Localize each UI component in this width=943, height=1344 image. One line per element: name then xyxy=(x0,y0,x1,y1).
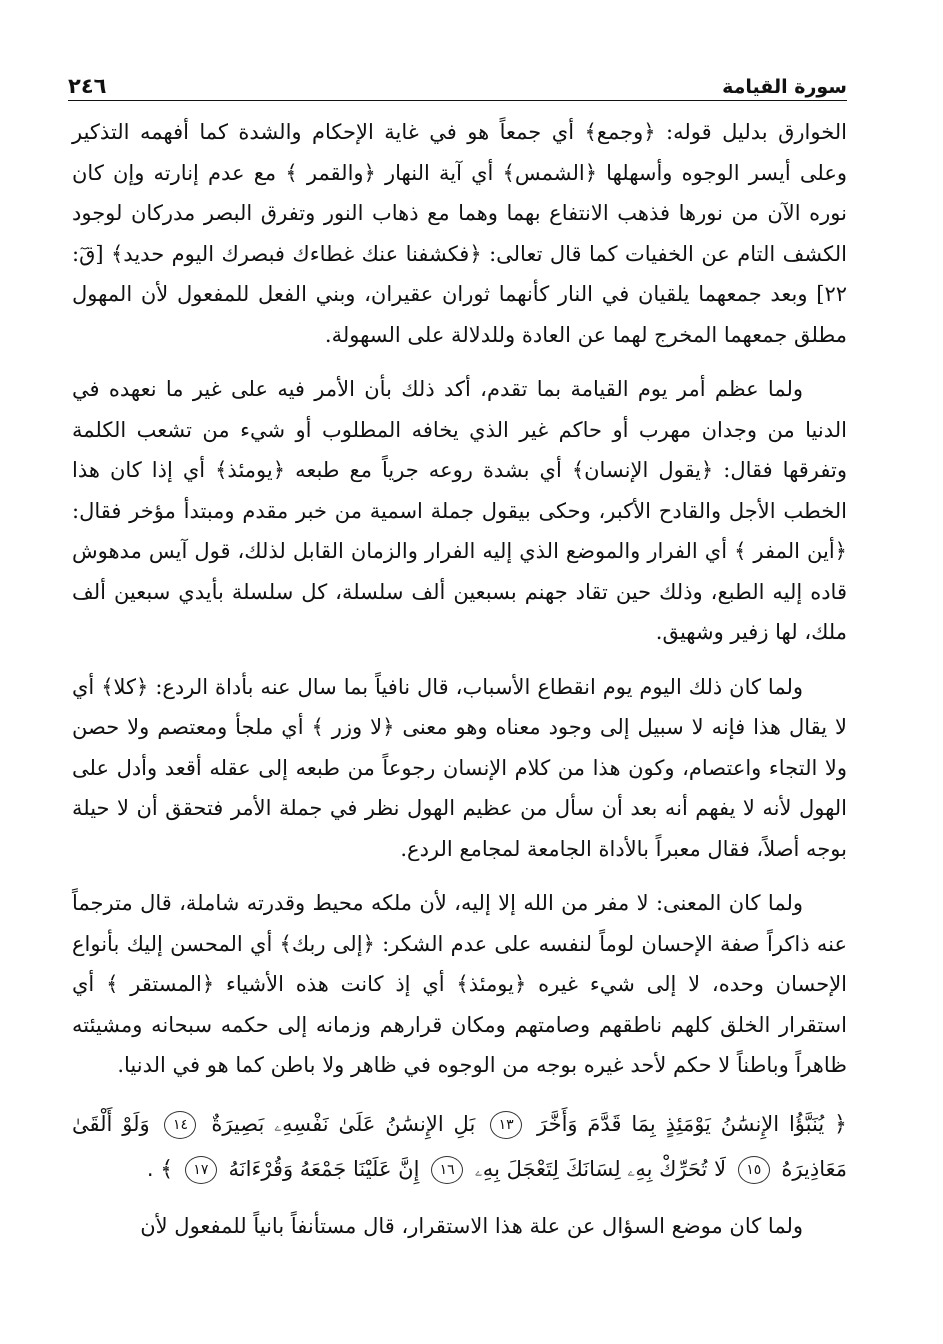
page-header xyxy=(68,62,847,98)
verse-text: لَا تُحَرِّكْ بِهِۦ لِسَانَكَ لِتَعْجَلَ بِهِۦ xyxy=(474,1156,727,1181)
verse-number-marker: ١٥ xyxy=(738,1156,770,1184)
paragraph-5: ولما كان موضع السؤال عن علة هذا الاستقرار، قال مستأنفاً بانياً للمفعول لأن xyxy=(140,1213,803,1238)
verse-close-bracket: ﴾ xyxy=(160,1156,174,1182)
verse-text: وَلَوْ أَلْقَىٰ مَعَاذِيرَهُ xyxy=(72,1111,847,1181)
verse-text: إِنَّ عَلَيْنَا جَمْعَهُ وَقُرْءَانَهُ xyxy=(228,1156,420,1181)
verse-open-bracket: ﴿ xyxy=(834,1111,847,1137)
header-divider xyxy=(68,100,847,101)
verse-number-marker: ١٦ xyxy=(431,1156,463,1184)
verse-number-marker: ١٧ xyxy=(185,1156,217,1184)
verse-text: يُنَبَّؤُا الإِنسَٰنُ يَوْمَئِذٍ بِمَا قَدَّمَ وَأَخَّرَ xyxy=(537,1111,825,1136)
surah-title: سورة القيامة xyxy=(722,76,847,98)
paragraph-2: ولما عظم أمر يوم القيامة بما تقدم، أكد ذلك بأن الأمر فيه على غير ما نعهده في الدنيا من وجدان مهرب أو حاكم غير الذي يخافه المطلوب أو شيء من تشعب الكلمة وتفرقها فقال: ﴿يقول الإنسان﴾ أي بشدة روعه جرياً مع طبعه ﴿يومئذ﴾ أي إذا كان هذا الخطب الأجل والقادح الأكبر، وحكى بيقول جملة اسمية من خبر مقدم ومبتدأ مؤخر فقال: ﴿أين المفر ﴾ أي الفرار والموضع الذي إليه الفرار والزمان القابل لذلك، قول آيس مدهوش قاده إليه الطبع، وذلك حين تقاد جهنم بسبعين ألف سلسلة، كل سلسلة بأيدي سبعين ألف ملك، لها زفير وشهيق. xyxy=(72,377,847,644)
verse-number-marker: ١٣ xyxy=(490,1111,522,1139)
paragraph-1: الخوارق بدليل قوله: ﴿وجمع﴾ أي جمعاً هو في غاية الإحكام والشدة كما أفهمه التذكير وعلى أيسر الوجوه وأسهلها ﴿الشمس﴾ أي آية النهار ﴿والقمر ﴾ مع عدم إنارته وإن كان نوره الآن من نورها فذهب الانتفاع بهما وهما مع ذهاب النور وتفرق البصر مدركان لوجود الكشف التام عن الخفيات كما قال تعالى: ﴿فكشفنا عنك غطاءك فبصرك اليوم حديد﴾ [قٓ: ٢٢] وبعد جمعهما يلقيان في النار كأنهما ثوران عقيران، وبني الفعل للمفعول لأن المهول مطلق جمعهما المخرج لهما عن العادة وللدلالة على السهولة. xyxy=(72,120,847,347)
paragraph-3: ولما كان ذلك اليوم يوم انقطاع الأسباب، قال نافياً بما سال عنه بأداة الردع: ﴿كلا﴾ أي لا يقال هذا فإنه لا سبيل إلى وجود معناه وهو معنى ﴿لا وزر ﴾ أي ملجأ ومعتصم ولا حصن ولا التجاء واعتصام، وكون هذا من كلام الإنسان رجوعاً من طبعه إلى عقله أقعد وأدل على الهول لأنه لا يفهم أنه بعد أن سأل من عظيم الهول نظر في جملة الأمر فتحقق أن لا حيلة بوجه أصلاً، فقال معبراً بالأداة الجامعة لمجامع الردع. xyxy=(72,674,847,861)
verse-number-marker: ١٤ xyxy=(164,1111,196,1139)
quran-verses-block xyxy=(72,1102,847,1192)
page-body xyxy=(72,112,847,1246)
paragraph-4: ولما كان المعنى: لا مفر من الله إلا إليه، لأن ملكه محيط وقدرته شاملة، قال مترجماً عنه ذاكراً صفة الإحسان لوماً لنفسه على عدم الشكر: ﴿إلى ربك﴾ أي المحسن إليك بأنواع الإحسان وحده، لا إلى شيء غيره ﴿يومئذ﴾ أي إذ كانت هذه الأشياء ﴿المستقر ﴾ أي استقرار الخلق كلهم ناطقهم وصامتهم ومكان قرارهم وزمانه إلى حكمه سبحانه ومشيئته ظاهراً وباطناً لا حكم لأحد غيره بوجه من الوجوه في ظاهر ولا باطن كما هو في الدنيا. xyxy=(72,891,847,1077)
verse-text: بَلِ الإِنسَٰنُ عَلَىٰ نَفْسِهِۦ بَصِيرَةٌ xyxy=(211,1111,476,1136)
verse-end-mark: . xyxy=(146,1156,154,1181)
page-number: ٢٤٦ xyxy=(68,74,107,98)
